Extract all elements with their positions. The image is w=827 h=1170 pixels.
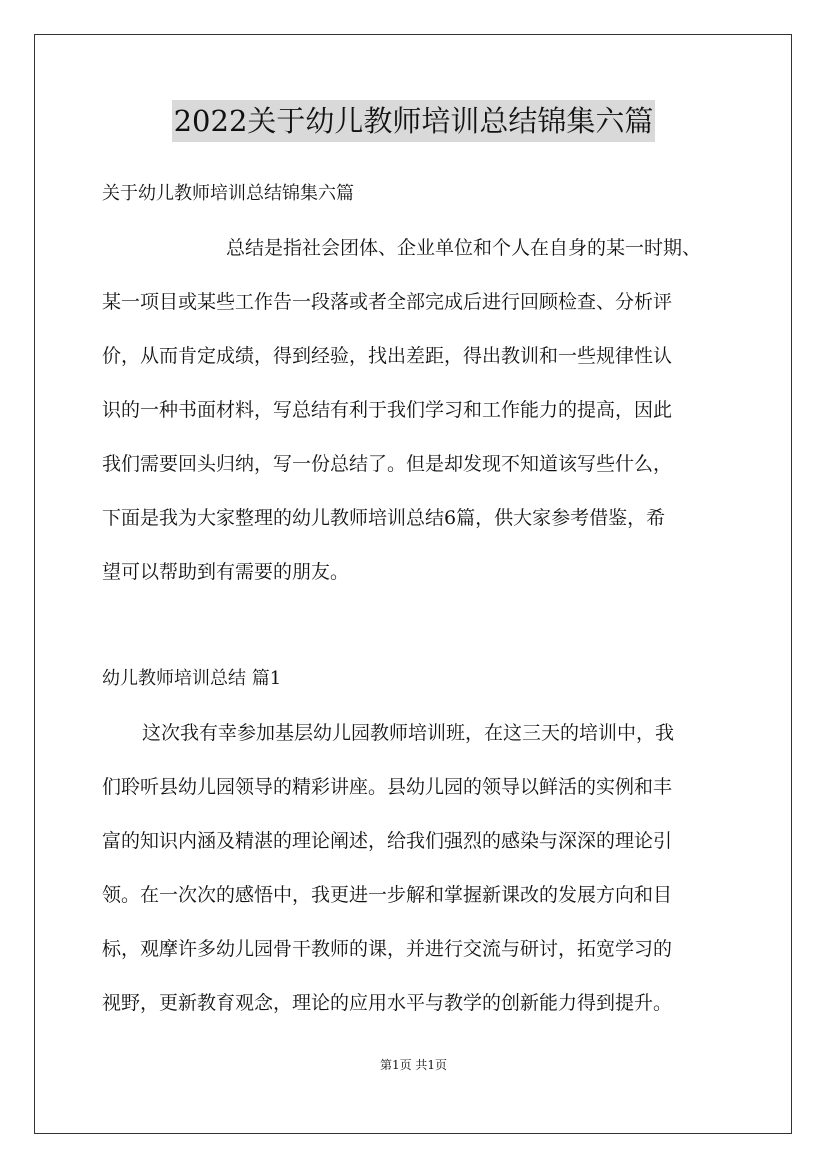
section-line-5: 标，观摩许多幼儿园骨干教师的课，并进行交流与研讨，拓宽学习的 bbox=[102, 938, 673, 960]
intro-line-6: 下面是我为大家整理的幼儿教师培训总结6篇，供大家参考借鉴，希 bbox=[102, 507, 666, 529]
section-line-2: 们聆听县幼儿园领导的精彩讲座。县幼儿园的领导以鲜活的实例和丰 bbox=[102, 776, 673, 798]
section-line-1: 这次我有幸参加基层幼儿园教师培训班，在这三天的培训中，我 bbox=[142, 722, 675, 744]
document-title-wrap bbox=[0, 100, 827, 142]
page-footer: 第1页 共1页 bbox=[379, 1058, 448, 1072]
section-line-3: 富的知识内涵及精湛的理论阐述，给我们强烈的感染与深深的理论引 bbox=[102, 830, 673, 852]
document-title: 2022关于幼儿教师培训总结锦集六篇 bbox=[172, 100, 656, 142]
intro-line-4: 识的一种书面材料，写总结有利于我们学习和工作能力的提高，因此 bbox=[102, 399, 673, 421]
section-line-4: 领。在一次次的感悟中，我更进一步解和掌握新课改的发展方向和目 bbox=[102, 884, 673, 906]
intro-line-7: 望可以帮助到有需要的朋友。 bbox=[102, 561, 350, 583]
intro-line-1: 总结是指社会团体、企业单位和个人在自身的某一时期、 bbox=[226, 237, 702, 259]
intro-line-5: 我们需要回头归纳，写一份总结了。但是却发现不知道该写些什么， bbox=[102, 453, 673, 475]
section-line-6: 视野，更新教育观念，理论的应用水平与教学的创新能力得到提升。 bbox=[102, 992, 673, 1014]
section-heading: 幼儿教师培训总结 篇1 bbox=[102, 668, 282, 689]
document-subtitle: 关于幼儿教师培训总结锦集六篇 bbox=[102, 183, 354, 204]
intro-line-3: 价，从而肯定成绩，得到经验，找出差距，得出教训和一些规律性认 bbox=[102, 345, 673, 367]
intro-line-2: 某一项目或某些工作告一段落或者全部完成后进行回顾检查、分析评 bbox=[102, 291, 673, 313]
